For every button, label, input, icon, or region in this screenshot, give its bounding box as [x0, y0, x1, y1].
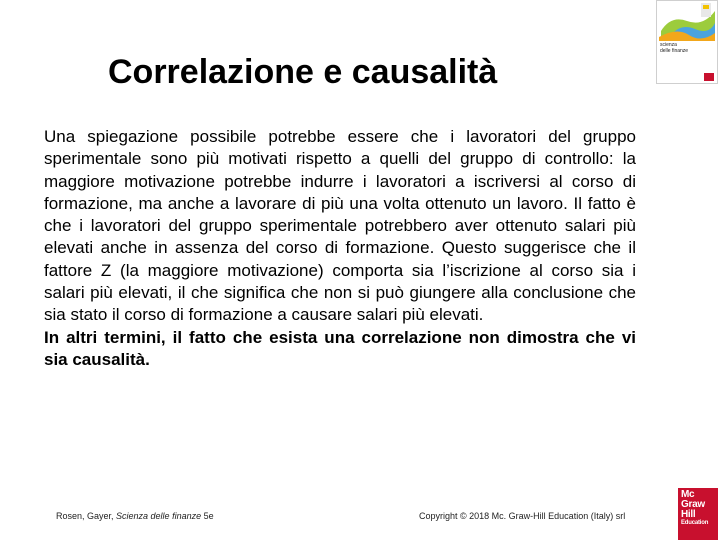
citation-edition: 5e	[201, 511, 214, 521]
cover-chart-icon	[657, 1, 717, 41]
citation-book-title: Scienza delle finanze	[116, 511, 202, 521]
cover-title: scienza delle finanze	[660, 42, 689, 54]
book-cover-thumbnail	[656, 0, 718, 84]
logo-line-mc: Mc	[681, 489, 695, 500]
conclusion-paragraph: In altri termini, il fatto che esista una correlazione non dimostra che vi sia causalità.	[44, 327, 636, 369]
footer-citation	[56, 510, 214, 522]
body-paragraph: Una spiegazione possibile potrebbe essere che i lavoratori del gruppo sperimentale sono più motivati rispetto a quelli del gruppo di controllo: la maggiore motivazione potrebbe indurre i lavoratori a iscriversi al corso di formazione, ma anche a lavorare di più una volta ottenuto un lavoro. Il fatto è che i lavoratori del gruppo sperimentale potrebbero aver ottenuto salari più elevati anche in assenza del corso di formazione. Questo suggerisce che il fattore Z (la maggiore motivazione) comporta sia l’iscrizione al corso sia i salari più elevati, il che significa che non si può giungere alla conclusione che sia stato il corso di formazione a causare salari più elevati.	[44, 127, 636, 325]
slide-title: Correlazione e causalità	[108, 53, 498, 91]
footer-copyright: Copyright © 2018 Mc. Graw-Hill Education (Italy) srl	[419, 511, 626, 521]
publisher-logo	[678, 488, 718, 540]
citation-authors: Rosen, Gayer,	[56, 511, 117, 521]
logo-line-education: Education	[681, 520, 709, 526]
cover-publisher-mark	[704, 73, 714, 81]
logo-line-hill: Hill	[681, 509, 696, 520]
slide-body	[44, 126, 636, 371]
logo-line-graw: Graw	[681, 499, 705, 510]
